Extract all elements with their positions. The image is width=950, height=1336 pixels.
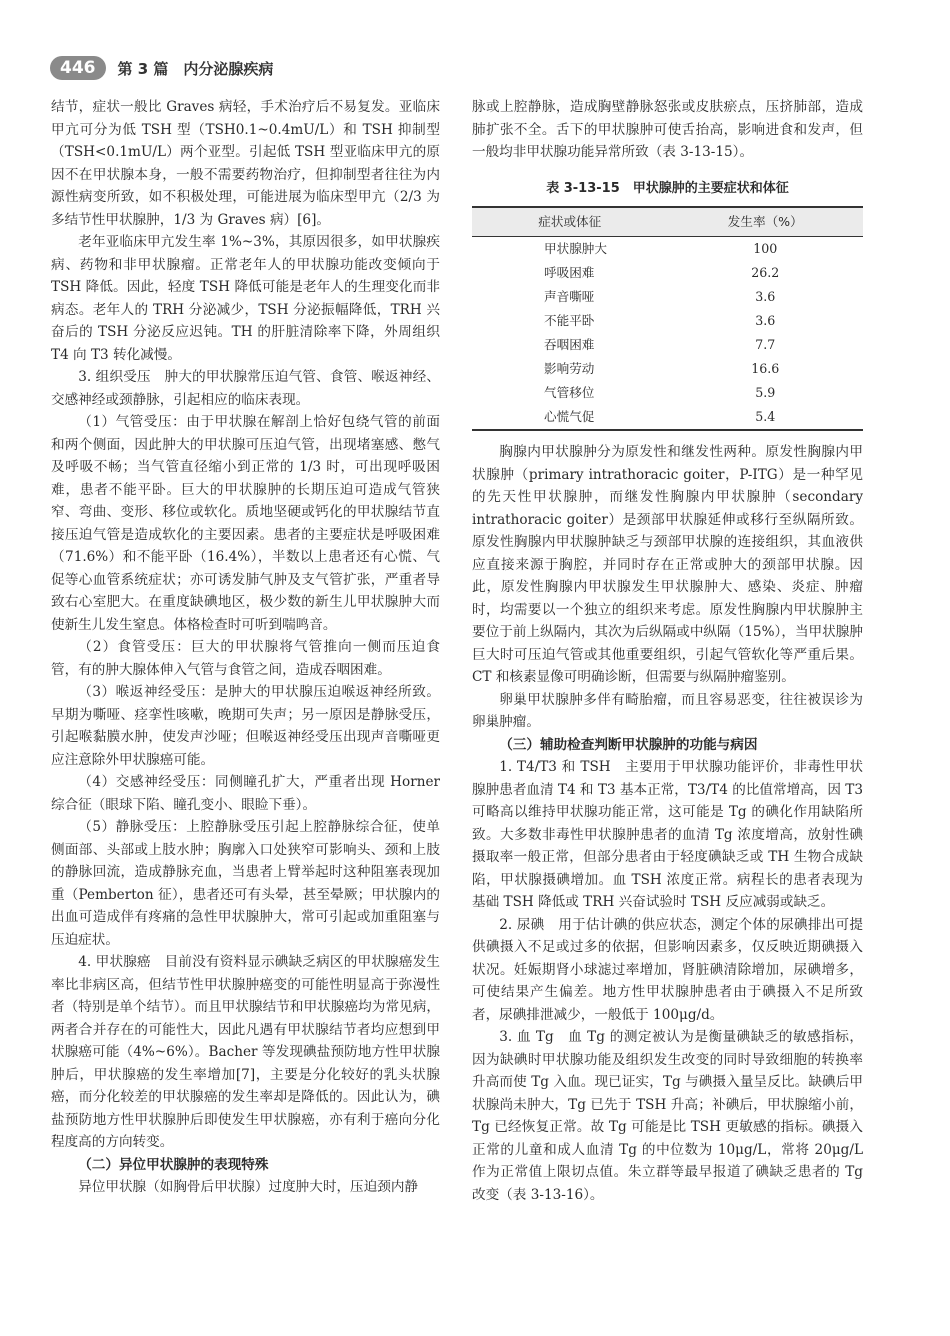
running-title: 第 3 篇 内分泌腺疾病 bbox=[117, 59, 274, 78]
paragraph: 3. 血 Tg 血 Tg 的测定被认为是衡量碘缺乏的敏感指标，因为缺碘时甲状腺功能及组织发生改变的同时导致细胞的转换率升高而使 Tg 入血。现已证实，Tg 与碘摄入量呈反比。缺碘后甲状腺尚未肿大，Tg 已先于 TSH 升高；补碘后，甲状腺缩小前，Tg 已经恢复正常。故 Tg 可能是比 TSH 更敏感的指标。碘摄入正常的儿童和成人血清 Tg 的中位数为 10μg/L，常将 20μg/L 作为正常值上限切点值。朱立群等最早报道了碘缺乏患者的 Tg 改变（表 3-13-16）。 bbox=[472, 1029, 863, 1203]
table-header-row bbox=[472, 207, 863, 237]
table-row bbox=[472, 237, 863, 262]
symptom-cell: 甲状腺肿大 bbox=[544, 240, 607, 256]
paragraph: （5）静脉受压：上腔静脉受压引起上腔静脉综合征，使单侧面部、头部或上肢水肿；胸廓入口处狭窄可影响头、颈和上肢的静脉回流，造成静脉充血，当患者上臂举起时这种阻塞表现加重（Pemberton 征），患者还可有头晕，甚至晕厥；甲状腺内的出血可造成伴有疼痛的急性甲状腺肿大，常可引起或加重阻塞与压迫症状。 bbox=[51, 819, 440, 948]
paragraph: 1. T4/T3 和 TSH 主要用于甲状腺功能评价，非毒性甲状腺肿患者血清 T4 和 T3 基本正常，T3/T4 的比值常增高，因 T3 可略高以维持甲状腺功能正常，这可能是 Tg 的碘化作用缺陷所致。大多数非毒性甲状腺肿患者的血清 Tg 浓度增高，放射性碘摄取率一般正常，但部分患者由于轻度碘缺乏或 TH 生物合成缺陷，甲状腺摄碘增加。血 TSH 浓度正常。病程长的患者表现为基础 TSH 降低或 TRH 兴奋试验时 TSH 反应减弱或缺乏。 bbox=[472, 759, 863, 910]
paragraph: 卵巢甲状腺肿多伴有畸胎瘤，而且容易恶变，往往被误诊为卵巢肿瘤。 bbox=[472, 691, 863, 730]
rate-cell: 3.6 bbox=[755, 312, 776, 328]
symptom-cell: 吞咽困难 bbox=[544, 336, 595, 352]
rate-cell: 5.4 bbox=[755, 408, 776, 424]
right-column bbox=[472, 96, 863, 1206]
column-header: 发生率（%） bbox=[727, 213, 803, 229]
symptom-cell: 影响劳动 bbox=[544, 360, 595, 376]
paragraph: 老年亚临床甲亢发生率 1%~3%，其原因很多，如甲状腺疾病、药物和非甲状腺瘤。正常老年人的甲状腺功能改变倾向于 TSH 降低。因此，轻度 TSH 降低可能是老年人的生理变化而非病态。老年人的 TRH 分泌减少，TSH 分泌振幅降低，TRH 兴奋后的 TSH 分泌反应迟钝。TH 的肝脏清除率下降，外周组织 T4 向 T3 转化减慢。 bbox=[51, 234, 440, 363]
paragraph: 结节，症状一般比 Graves 病轻，手术治疗后不易复发。亚临床甲亢可分为低 TSH 型（TSH0.1~0.4mU/L）和 TSH 抑制型（TSH<0.1mU/L）两个亚型。引起低 TSH 型亚临床甲亢的原因不在甲状腺本身，一般不需要药物治疗，但抑制型者往往为内源性病变所致，如不积极处理，可能进展为临床型甲亢（2/3 为多结节性甲状腺肿，1/3 为 Graves 病）[6]。 bbox=[51, 99, 440, 228]
table-row bbox=[472, 309, 863, 333]
symptom-cell: 心慌气促 bbox=[544, 408, 595, 424]
rate-cell: 100 bbox=[753, 240, 778, 256]
paragraph: 胸腺内甲状腺肿分为原发性和继发性两种。原发性胸腺内甲状腺肿（primary intrathoracic goiter，P-ITG）是一种罕见的先天性甲状腺肿，而继发性胸腺内甲状腺肿（secondary intrathoracic goiter）是颈部甲状腺延伸或移行至纵隔所致。原发性胸腺内甲状腺肿缺乏与颈部甲状腺的连接组织，其血液供应直接来源于胸腔，并同时存在正常或肿大的颈部甲状腺。因此，原发性胸腺内甲状腺发生甲状腺肿大、感染、炎症、肿瘤时，均需要以一个独立的组织来考虑。原发性胸腺内甲状腺肿主要位于前上纵隔内，其次为后纵隔或中纵隔（15%），当甲状腺肿巨大时可压迫气管或其他重要组织，引起气管软化等严重后果。CT 和核素显像可明确诊断，但需要与纵隔肿瘤鉴别。 bbox=[472, 444, 863, 685]
rate-cell: 5.9 bbox=[755, 384, 776, 400]
rate-cell: 16.6 bbox=[751, 360, 780, 376]
paragraph: 4. 甲状腺癌 目前没有资料显示碘缺乏病区的甲状腺癌发生率比非病区高，但结节性甲状腺肿癌变的可能性明显高于弥漫性者（特别是单个结节）。而且甲状腺结节和甲状腺癌均为常见病，两者合并存在的可能性大，因此凡遇有甲状腺结节者均应想到甲状腺癌可能（4%~6%）。Bacher 等发现碘盐预防地方性甲状腺肿后，甲状腺癌的发生率增加[7]，主要是分化较好的乳头状腺癌，而分化较差的甲状腺癌的发生率却是降低的。因此认为，碘盐预防地方性甲状腺肿后即使发生甲状腺癌，亦有利于癌向分化程度高的方向转变。 bbox=[51, 954, 440, 1150]
table-row bbox=[472, 285, 863, 309]
symptom-cell: 声音嘶哑 bbox=[544, 288, 595, 304]
paragraph: 脉或上腔静脉，造成胸壁静脉怒张或皮肤瘀点，压挤肺部，造成肺扩张不全。舌下的甲状腺肿可使舌抬高，影响进食和发声，但一般均非甲状腺功能异常所致（表 3-13-15）。 bbox=[472, 99, 863, 160]
page-header bbox=[50, 56, 273, 80]
symptom-table bbox=[472, 206, 863, 432]
left-column bbox=[51, 96, 440, 1199]
symptom-cell: 呼吸困难 bbox=[544, 264, 595, 280]
symptom-cell: 不能平卧 bbox=[544, 312, 595, 328]
table-row bbox=[472, 381, 863, 405]
table-row bbox=[472, 405, 863, 430]
symptom-table-block bbox=[472, 178, 863, 432]
paragraph: 3. 组织受压 肿大的甲状腺常压迫气管、食管、喉返神经、交感神经或颈静脉，引起相应的临床表现。 bbox=[51, 369, 440, 408]
page-number: 446 bbox=[50, 56, 106, 80]
paragraph: 2. 尿碘 用于估计碘的供应状态，测定个体的尿碘排出可提供碘摄入不足或过多的依据，但影响因素多，仅反映近期碘摄入状况。妊娠期肾小球滤过率增加，肾脏碘清除增加，尿碘增多，可使结果产生偏差。地方性甲状腺肿患者由于碘摄入不足所致者，尿碘排泄减少，一般低于 100μg/d。 bbox=[472, 916, 863, 1023]
table-row bbox=[472, 333, 863, 357]
rate-cell: 7.7 bbox=[755, 336, 776, 352]
paragraph: （1）气管受压：由于甲状腺在解剖上恰好包绕气管的前面和两个侧面，因此肿大的甲状腺可压迫气管，出现堵塞感、憋气及呼吸不畅；当气管直径缩小到正常的 1/3 时，可出现呼吸困难，患者不能平卧。巨大的甲状腺肿的长期压迫可造成气管狭窄、弯曲、变形、移位或软化。质地坚硬或钙化的甲状腺结节直接压迫气管是造成软化的主要因素。患者的主要症状是呼吸困难（71.6%）和不能平卧（16.4%），半数以上患者还有心慌、气促等心血管系统症状；亦可诱发肺气肿及支气管扩张，严重者导致右心室肥大。在重度缺碘地区，极少数的新生儿甲状腺肿大而使新生儿发生窒息。体格检查时可听到喘鸣音。 bbox=[51, 414, 440, 633]
table-title: 表 3-13-15 甲状腺肿的主要症状和体征 bbox=[546, 180, 789, 196]
rate-cell: 26.2 bbox=[751, 264, 780, 280]
column-header: 症状或体征 bbox=[538, 213, 602, 229]
table-row bbox=[472, 261, 863, 285]
rate-cell: 3.6 bbox=[755, 288, 776, 304]
paragraph: （2）食管受压：巨大的甲状腺将气管推向一侧而压迫食管，有的肿大腺体伸入气管与食管之间，造成吞咽困难。 bbox=[51, 639, 440, 678]
paragraph: （4）交感神经受压：同侧瞳孔扩大，严重者出现 Horner 综合征（眼球下陷、瞳孔变小、眼睑下垂）。 bbox=[51, 774, 440, 813]
paragraph: 异位甲状腺（如胸骨后甲状腺）过度肿大时，压迫颈内静 bbox=[78, 1179, 419, 1195]
table-row bbox=[472, 357, 863, 381]
section-heading: （二）异位甲状腺肿的表现特殊 bbox=[78, 1156, 269, 1173]
section-heading: （三）辅助检查判断甲状腺肿的功能与病因 bbox=[499, 736, 758, 753]
symptom-cell: 气管移位 bbox=[544, 384, 595, 400]
paragraph: （3）喉返神经受压：是肿大的甲状腺压迫喉返神经所致。早期为嘶哑、痉挛性咳嗽，晚期可失声；另一原因是静脉受压，引起喉黏膜水肿，使发声沙哑；但喉返神经受压出现声音嘶哑更应注意除外甲状腺癌可能。 bbox=[51, 684, 440, 768]
